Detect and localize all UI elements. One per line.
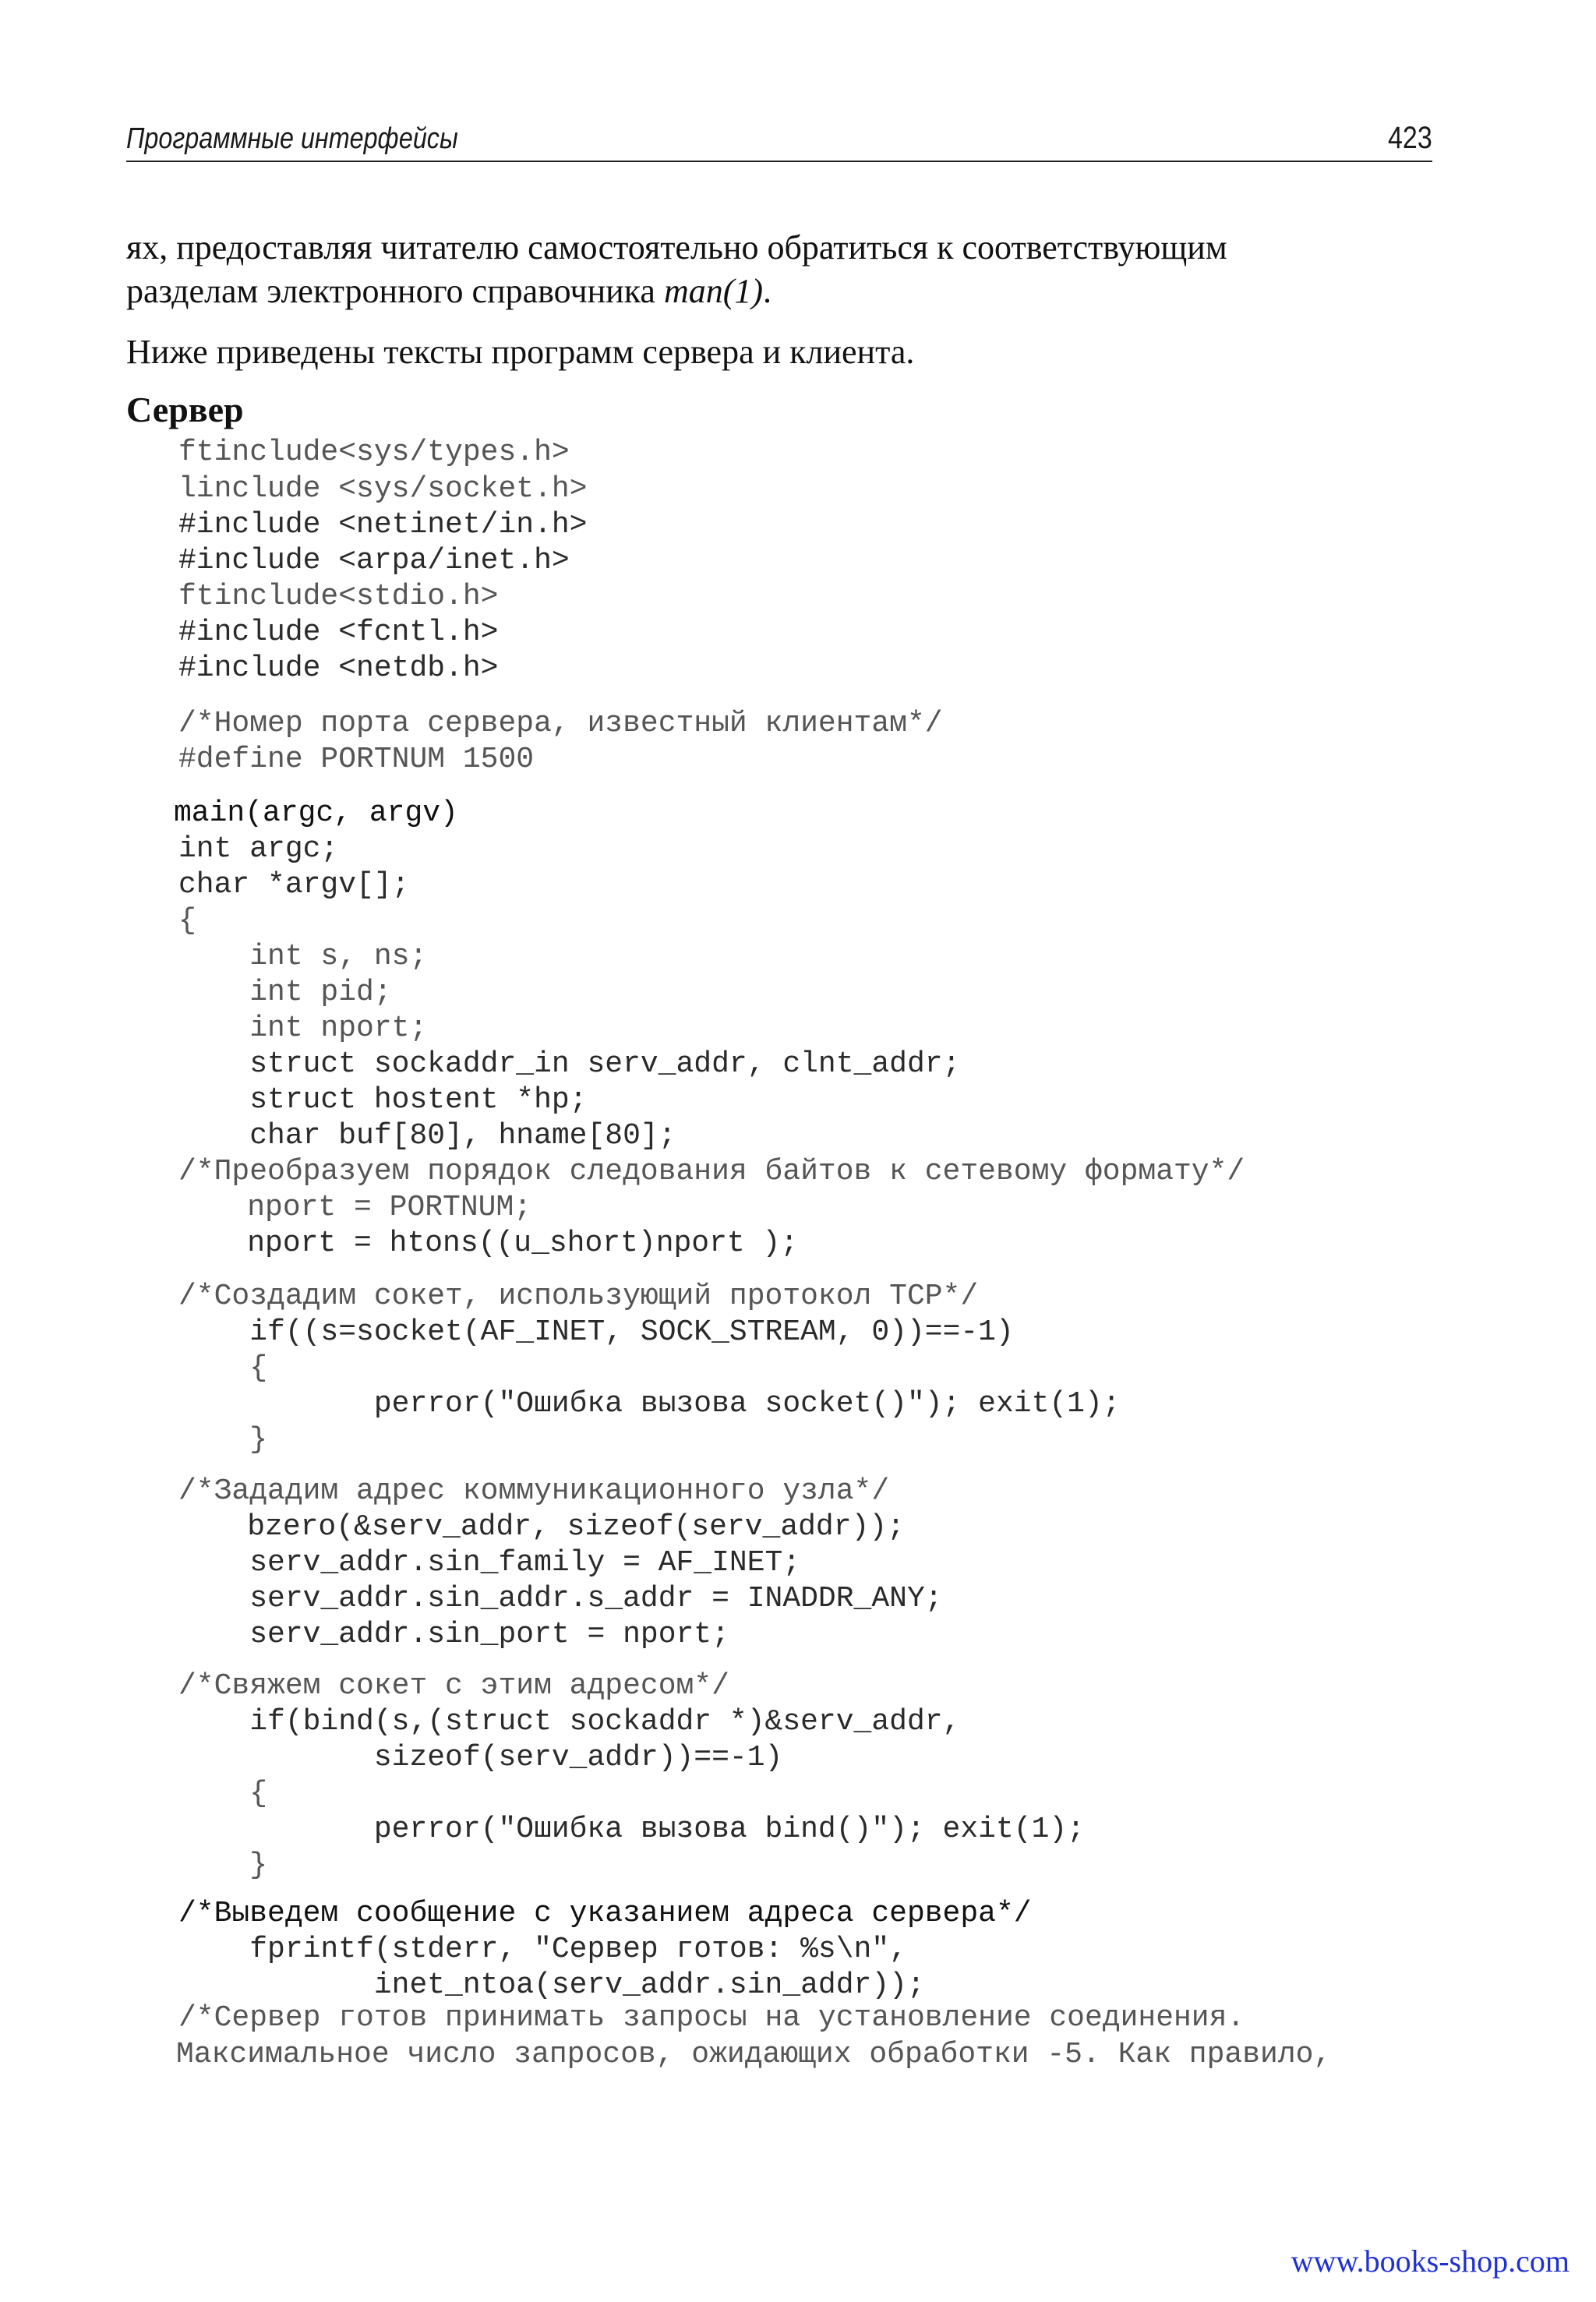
code-line: if((s=socket(AF_INET, SOCK_STREAM, 0))==-1) [178,1315,1014,1349]
intro-line-2 [126,270,1443,313]
code-line: /*Сервер готов принимать запросы на установление соединения. [178,2001,1245,2035]
code-line: } [178,1848,268,1882]
code-line: int pid; [178,976,392,1009]
intro-line-1: ях, предоставляя читателю самостоятельно обратиться к соответствующим [126,228,1227,267]
code-line: { [178,1777,268,1810]
code-line: /*Номер порта сервера, известный клиентам*/ [178,707,943,740]
page-number: 423 [1388,121,1432,155]
code-line: struct hostent *hp; [178,1083,588,1117]
code-line: /*Зададим адрес коммуникационного узла*/ [178,1474,890,1508]
code-line: /*Создадим сокет, использующий протокол TCP*/ [178,1280,979,1313]
code-line: serv_addr.sin_port = nport; [178,1618,729,1651]
code-line: /*Выведем сообщение с указанием адреса сервера*/ [178,1897,1032,1930]
code-line: ftinclude<stdio.h> [178,580,499,613]
section-heading: Сервер [126,390,244,429]
code-line: ftinclude<sys/types.h> [178,436,570,469]
code-line: perror("Ошибка вызова bind()"); exit(1); [178,1813,1085,1846]
code-line: /*Свяжем сокет с этим адресом*/ [178,1669,729,1703]
code-line: int s, ns; [178,940,428,973]
programs-paragraph: Ниже приведены тексты программ сервера и клиента. [126,333,915,371]
code-line: /*Преобразуем порядок следования байтов к сетевому формату*/ [178,1155,1245,1188]
code-line: linclude <sys/socket.h> [178,472,588,506]
code-line: { [178,904,196,937]
code-line: #define PORTNUM 1500 [178,743,535,776]
code-line: char buf[80], hname[80]; [178,1119,676,1153]
code-line: #include <fcntl.h> [178,616,499,649]
man-reference: man(1) [663,272,764,310]
code-line: Максимальное число запросов, ожидающих обработки -5. Как правило, [176,2038,1332,2071]
code-line: int nport; [178,1012,428,1045]
code-line: struct sockaddr_in serv_addr, clnt_addr; [178,1047,961,1081]
code-line: int argc; [178,832,339,866]
code-line: #include <arpa/inet.h> [178,544,570,577]
intro-paragraph [126,226,1443,313]
code-line: #include <netdb.h> [178,651,499,685]
code-line: bzero(&serv_addr, sizeof(serv_addr)); [176,1510,905,1544]
code-line: } [178,1423,268,1456]
intro-line-2-suffix: . [763,272,772,310]
code-line: fprintf(stderr, "Сервер готов: %s\n", [178,1933,907,1966]
code-line: #include <netinet/in.h> [178,508,588,542]
running-title: Программные интерфейсы [126,122,458,155]
code-line: if(bind(s,(struct sockaddr *)&serv_addr, [178,1705,961,1739]
code-line: serv_addr.sin_family = AF_INET; [178,1546,801,1580]
running-header [126,121,1432,162]
code-line: char *argv[]; [178,868,410,902]
intro-line-2-prefix: разделам электронного справочника [126,272,664,310]
code-line: sizeof(serv_addr))==-1) [178,1741,783,1774]
code-line: nport = htons((u_short)nport ); [176,1227,799,1260]
books-shop-link[interactable]: www.books-shop.com [1291,2244,1570,2279]
code-line: serv_addr.sin_addr.s_addr = INADDR_ANY; [178,1582,943,1615]
code-line: { [178,1351,268,1385]
code-line: nport = PORTNUM; [176,1191,532,1224]
code-line: perror("Ошибка вызова socket()"); exit(1); [178,1387,1121,1421]
code-line: inet_ntoa(serv_addr.sin_addr)); [178,1968,925,2002]
code-line: main(argc, argv) [174,796,458,830]
